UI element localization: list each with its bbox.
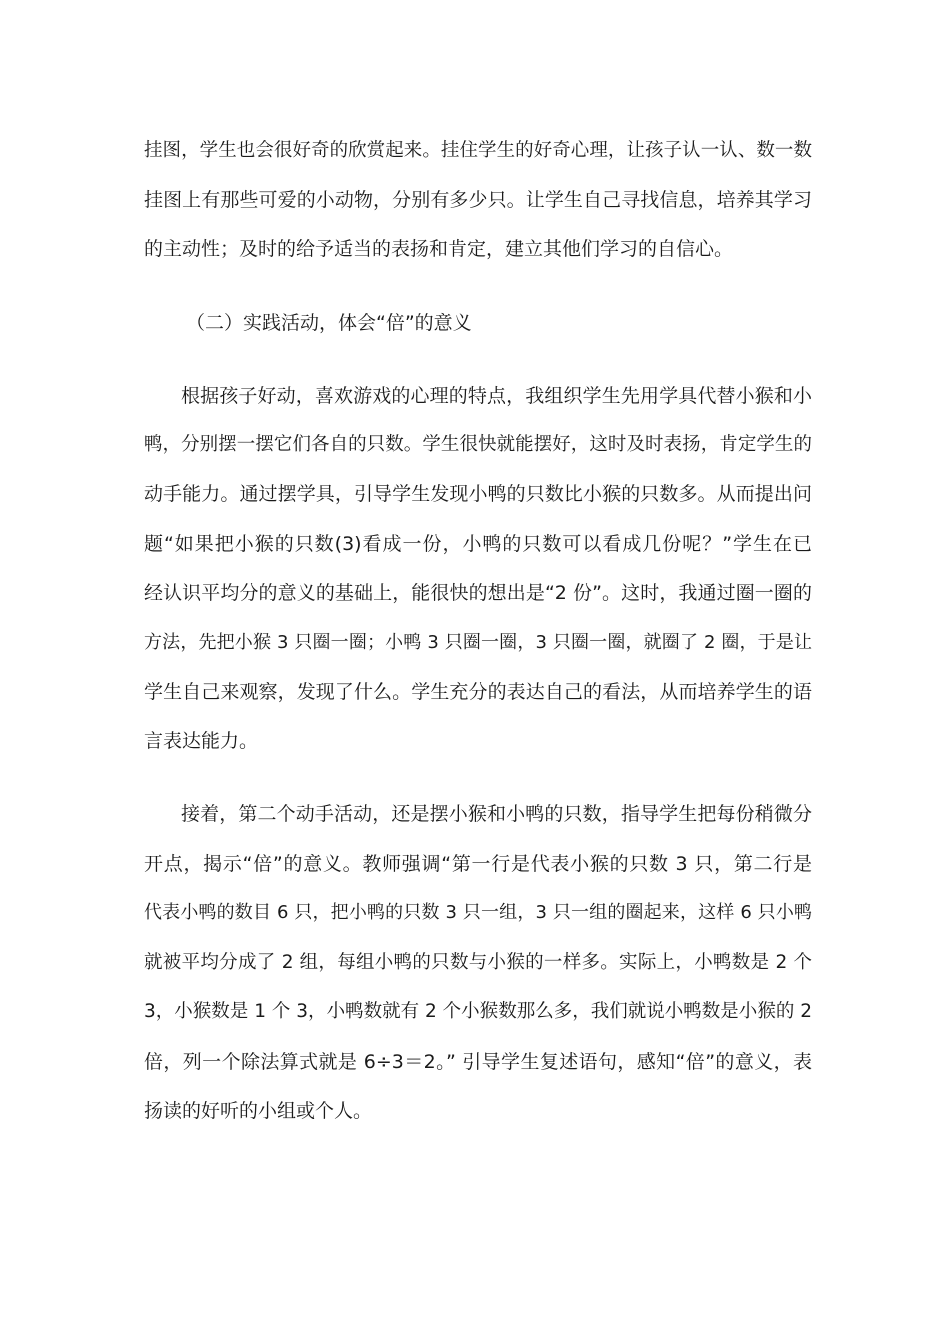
paragraph-3-line-4: 就被平均分成了 2 组，每组小鸭的只数与小猴的一样多。实际上，小鸭数是 2 个 xyxy=(144,952,812,973)
paragraph-3-line-5: 3，小猴数是 1 个 3，小鸭数就有 2 个小猴数那么多，我们就说小鸭数是小猴的 2 xyxy=(144,1001,812,1022)
paragraph-1-line-2: 挂图上有那些可爱的小动物，分别有多少只。让学生自己寻找信息，培养其学习 xyxy=(144,189,812,211)
paragraph-3-line-6: 倍，列一个除法算式就是 6÷3＝2。” 引导学生复述语句，感知“倍”的意义，表 xyxy=(144,1051,812,1073)
paragraph-2-line-4: 题“如果把小猴的只数(3)看成一份，小鸭的只数可以看成几份呢？”学生在已 xyxy=(144,533,812,555)
paragraph-3-line-7: 扬读的好听的小组或个人。 xyxy=(144,1100,373,1122)
paragraph-2-line-1: 根据孩子好动，喜欢游戏的心理的特点，我组织学生先用学具代替小猴和小 xyxy=(181,385,812,407)
paragraph-2-line-8: 言表达能力。 xyxy=(144,730,259,752)
paragraph-2-line-5: 经认识平均分的意义的基础上，能很快的想出是“2 份”。这时，我通过圈一圈的 xyxy=(144,582,812,604)
paragraph-2-line-3: 动手能力。通过摆学具，引导学生发现小鸭的只数比小猴的只数多。从而提出问 xyxy=(144,483,812,505)
paragraph-2-line-6: 方法，先把小猴 3 只圈一圈；小鸭 3 只圈一圈，3 只圈一圈，就圈了 2 圈，于是让 xyxy=(144,632,812,653)
paragraph-3-line-3: 代表小鸭的数目 6 只，把小鸭的只数 3 只一组，3 只一组的圈起来，这样 6 只小鸭 xyxy=(144,902,812,923)
paragraph-3-line-2: 开点，揭示“倍”的意义。教师强调“第一行是代表小猴的只数 3 只，第二行是 xyxy=(144,853,812,875)
paragraph-2-line-7: 学生自己来观察，发现了什么。学生充分的表达自己的看法，从而培养学生的语 xyxy=(144,681,812,703)
paragraph-1-line-3: 的主动性；及时的给予适当的表扬和肯定，建立其他们学习的自信心。 xyxy=(144,238,734,260)
paragraph-2-line-2: 鸭，分别摆一摆它们各自的只数。学生很快就能摆好，这时及时表扬，肯定学生的 xyxy=(144,434,812,455)
paragraph-3-line-1: 接着，第二个动手活动，还是摆小猴和小鸭的只数，指导学生把每份稍微分 xyxy=(181,803,812,825)
paragraph-1-line-1: 挂图，学生也会很好奇的欣赏起来。挂住学生的好奇心理，让孩子认一认、数一数 xyxy=(144,140,812,161)
section-heading: （二）实践活动，体会“倍”的意义 xyxy=(186,312,472,334)
